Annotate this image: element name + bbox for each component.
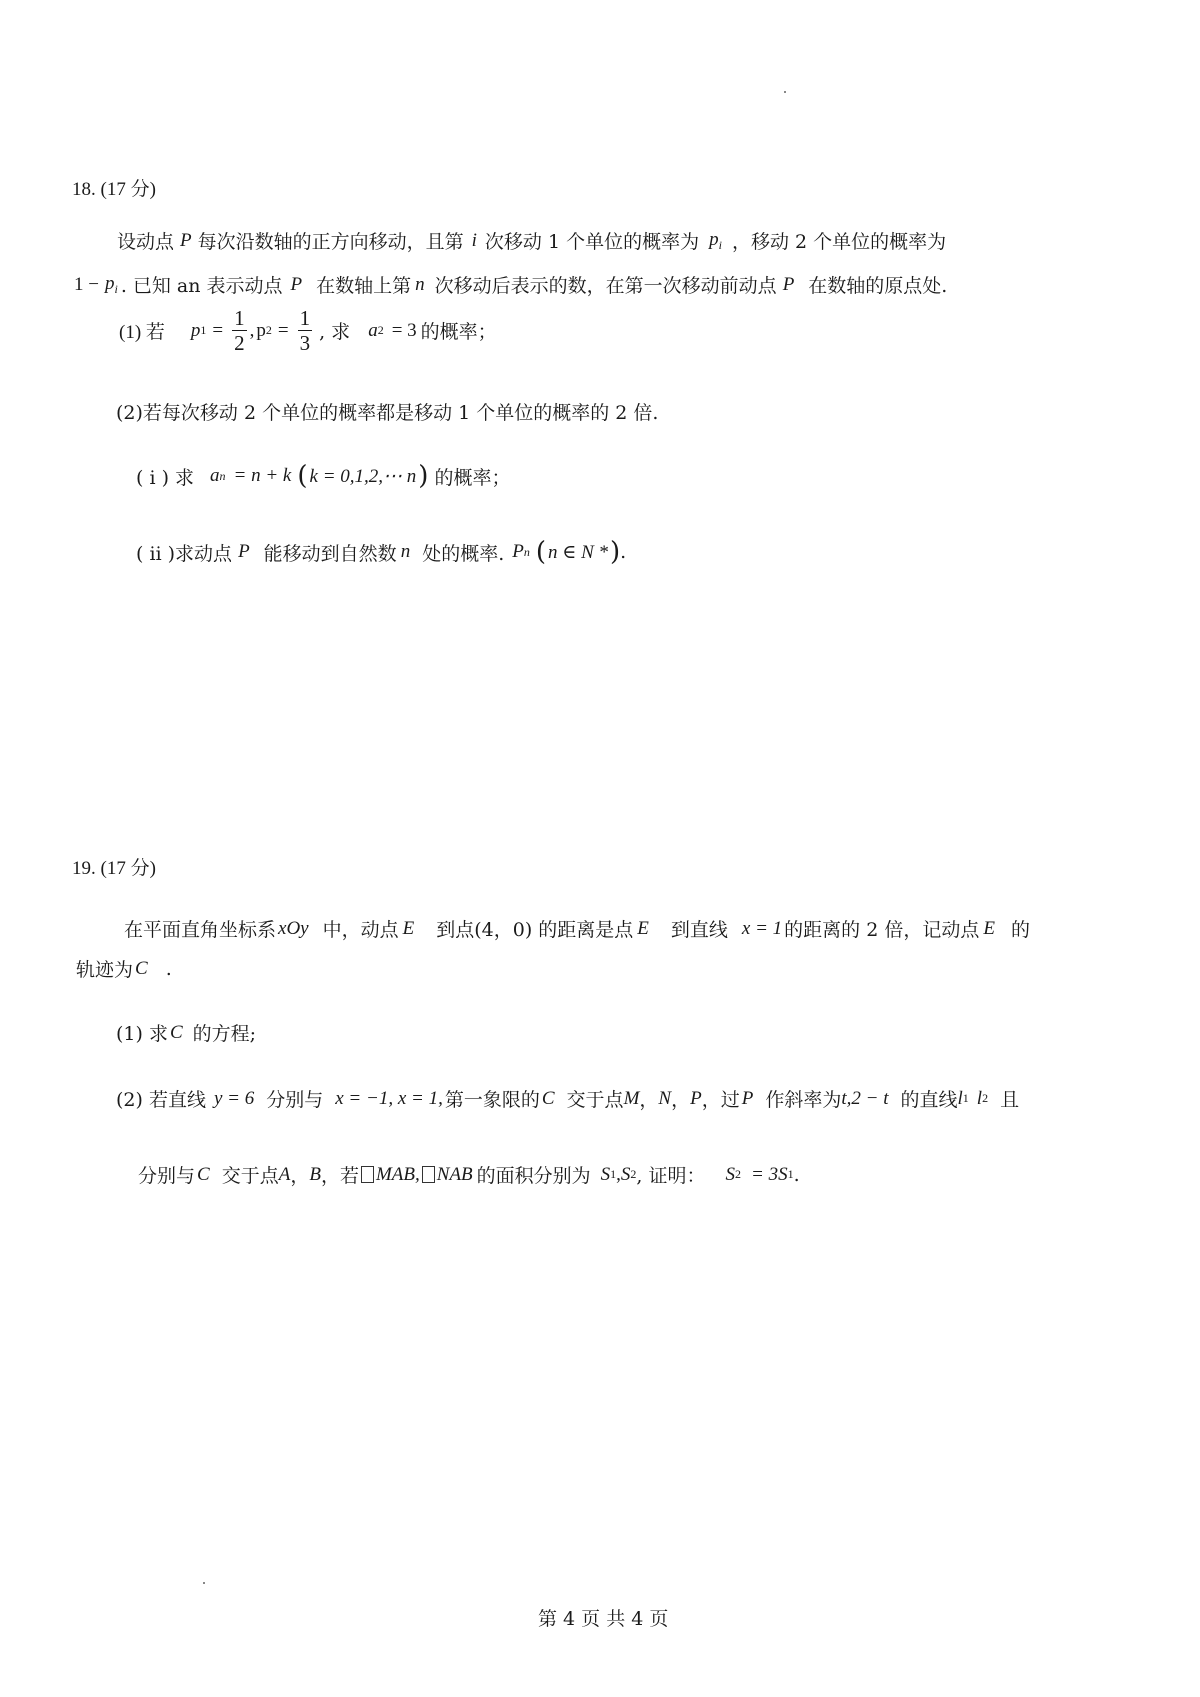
sub-i: i [718,238,722,252]
var-p: p [190,319,201,341]
var-p: p [104,273,115,294]
label: ( ⅰ ) 求 [136,466,195,489]
scan-speck [203,1582,205,1584]
q18-part2: (2)若每次移动 2 个单位的概率都是移动 1 个单位的概率的 2 倍. [116,402,659,424]
var-P: P [512,541,524,562]
var-P: P [238,541,250,562]
var-p: p [256,319,266,341]
triangle-placeholder-glyph [361,1166,374,1183]
scan-speck [784,91,786,93]
sub-i: i [114,282,118,296]
q18-heading: 18. (17 分) [72,179,156,200]
label: ( ⅱ )求动点 [136,542,233,565]
triangle-placeholder-glyph [422,1166,435,1183]
one-minus: 1 − [74,273,99,295]
q18-part2-i: ( ⅰ ) 求 a n = n + k ( k = 0,1,2,⋯ n ) 的概率； [136,461,511,491]
text: ，移动 2 个单位的概率为 [731,231,947,253]
var-a: a [368,319,378,341]
text: 每次沿数轴的正方向移动，且第 [197,231,464,253]
var-P: P [290,273,303,295]
text: 在数轴上第 [316,275,412,297]
var-P: P [180,229,192,251]
page-footer: 第 4 页 共 4 页 [538,1608,669,1630]
q19-line2: 轨迹为 C . [76,957,172,981]
text: 设动点 [117,231,175,253]
label: (1) 若 [119,322,165,343]
var-i: i [471,229,477,251]
q19-part2: (2) 若直线 y = 6 分别与 x = −1, x = 1, 第一象限的 C 交于点 M ， N ， P ，过 P 作斜率为 t,2 − t 的直线 l 1 l 2 且 [116,1087,1020,1111]
var-n: n [400,541,411,562]
var-a: a [210,465,220,486]
var-P: P [782,273,795,295]
text: 在数轴的原点处. [808,275,948,297]
var-n: n [415,273,425,295]
text: 次移动 1 个单位的概率为 [484,231,700,253]
fraction-one-half: $\frac{1}{2}$ [234,306,245,355]
q18-line1 [117,227,946,254]
fraction-one-third: $\frac{1}{3}$ [299,306,311,355]
q18-part1: (1) 若 p 1 = $\frac{1}{2}$ , p 2 = $\frac{1}{3}$ , 求 a 2 = 3 的概率； [119,306,497,355]
text: 次移动后表示的数，在第一次移动前动点 [434,275,777,297]
q19-part1: (1) 求 C 的方程; [116,1021,257,1045]
text: . 已知 an 表示动点 [120,275,283,297]
q19-heading: 19. (17 分) [72,858,156,879]
q18-part2-ii: ( ⅱ )求动点 P 能移动到自然数 n 处的概率. P n ( n ∈ N * ) . [136,537,627,567]
q19-part2-cont: 分别与 C 交于点 A ， B ，若 MAB, NAB 的面积分别为 S 1 , S 2 , 证明： S 2 = 3 S 1 . [138,1163,800,1187]
q19-line1: 在平面直角坐标系 xOy 中，动点 E 到点(4，0) 的距离是点 E 到直线 x = 1 的距离的 2 倍，记动点 E 的 [124,917,1030,941]
q18-line2 [74,271,947,298]
var-p: p [709,229,719,250]
